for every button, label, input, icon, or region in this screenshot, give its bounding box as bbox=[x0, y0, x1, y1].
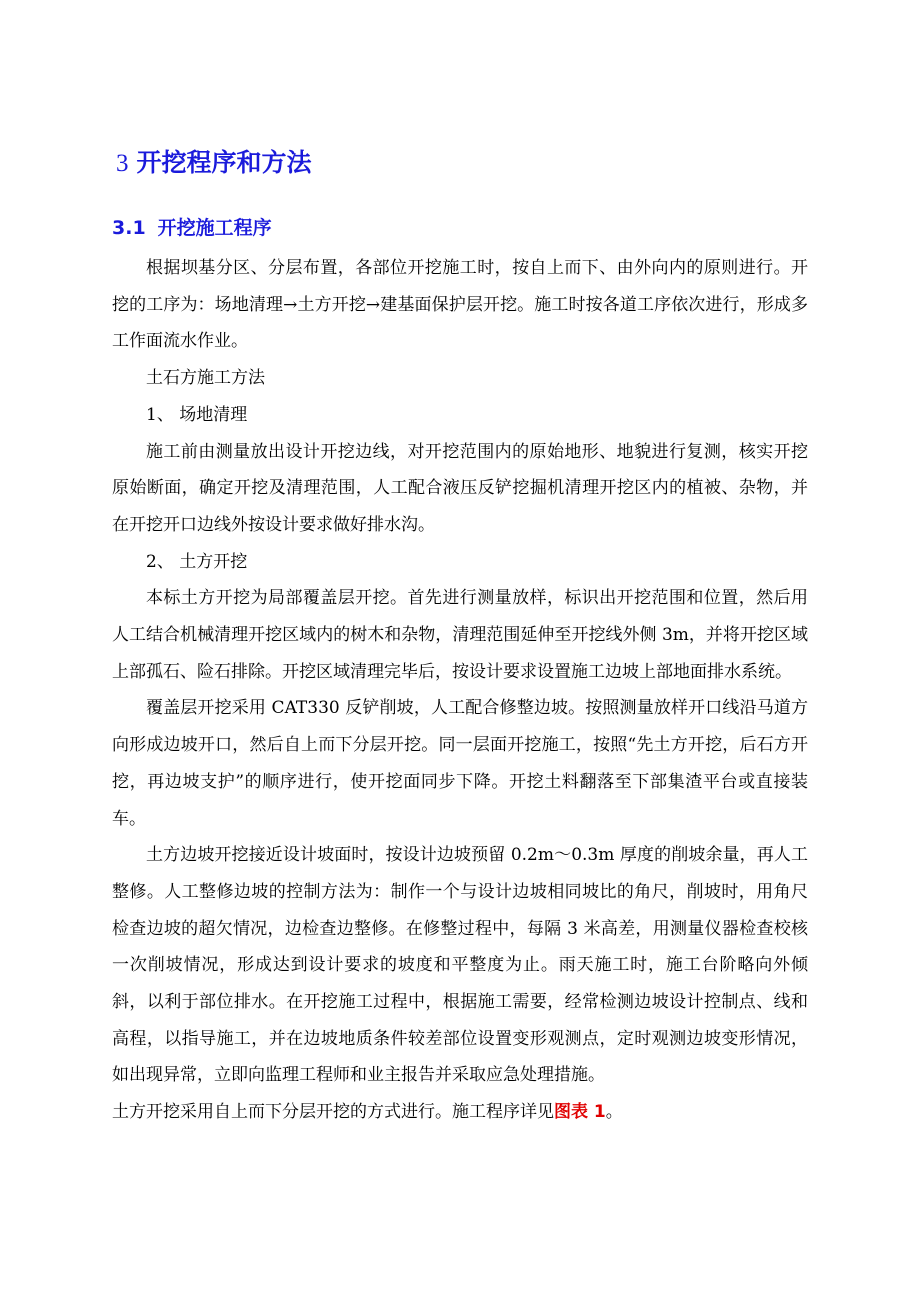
body-text bbox=[112, 250, 808, 1131]
paragraph-step-1-title: 1、 场地清理 bbox=[146, 404, 248, 425]
paragraph-method-title: 土石方施工方法 bbox=[146, 368, 265, 389]
paragraph-overburden-excavation: 覆盖层开挖采用 CAT330 反铲削坡，人工配合修整边坡。按照测量放样开口线沿马道方向形成边坡开口，然后自上而下分层开挖。同一层面开挖施工，按照“先土方开挖，后石方开挖，再边坡支护”的顺序进行，使开挖面同步下降。开挖土料翻落至下部集渣平台或直接装车。 bbox=[112, 698, 808, 829]
paragraph-earth-excavation: 本标土方开挖为局部覆盖层开挖。首先进行测量放样，标识出开挖范围和位置，然后用人工结合机械清理开挖区域内的树木和杂物，清理范围延伸至开挖线外侧 3m，并将开挖区域上部孤石、险石排除。开挖区域清理完毕后，按设计要求设置施工边坡上部地面排水系统。 bbox=[112, 588, 808, 682]
summary-text: 土方开挖采用自上而下分层开挖的方式进行。施工程序详见 bbox=[112, 1102, 554, 1123]
subsection-heading-3-1 bbox=[112, 214, 272, 242]
paragraph-step-2-title: 2、 土方开挖 bbox=[146, 551, 248, 572]
section-number: 3 bbox=[116, 150, 129, 177]
figure-reference-link[interactable]: 图表 1 bbox=[554, 1102, 606, 1123]
paragraph-slope-trimming: 土方边坡开挖接近设计坡面时，按设计边坡预留 0.2m～0.3m 厚度的削坡余量，再人工整修。人工整修边坡的控制方法为：制作一个与设计边坡相同坡比的角尺，削坡时，用角尺检查边坡的超欠情况，边检查边整修。在修整过程中，每隔 3 米高差，用测量仪器检查校核一次削坡情况，形成达到设计要求的坡度和平整度为止。雨天施工时，施工台阶略向外倾斜，以利于部位排水。在开挖施工过程中，根据施工需要，经常检测边坡设计控制点、线和高程，以指导施工，并在边坡地质条件较差部位设置变形观测点，定时观测边坡变形情况，如出现异常，立即向监理工程师和业主报告并采取应急处理措施。 bbox=[112, 845, 808, 1086]
paragraph-procedure: 根据坝基分区、分层布置，各部位开挖施工时，按自上而下、由外向内的原则进行。开挖的工序为：场地清理→土方开挖→建基面保护层开挖。施工时按各道工序依次进行，形成多工作面流水作业。 bbox=[112, 258, 808, 352]
summary-end: 。 bbox=[605, 1102, 623, 1123]
section-title: 开挖程序和方法 bbox=[136, 148, 312, 177]
subsection-title: 开挖施工程序 bbox=[157, 217, 272, 239]
subsection-number: 3.1 bbox=[112, 217, 146, 239]
paragraph-summary bbox=[112, 1094, 808, 1131]
paragraph-site-clearing: 施工前由测量放出设计开挖边线，对开挖范围内的原始地形、地貌进行复测，核实开挖原始断面，确定开挖及清理范围，人工配合液压反铲挖掘机清理开挖区内的植被、杂物，并在开挖开口边线外按设计要求做好排水沟。 bbox=[112, 441, 808, 535]
section-heading-3 bbox=[116, 146, 312, 181]
